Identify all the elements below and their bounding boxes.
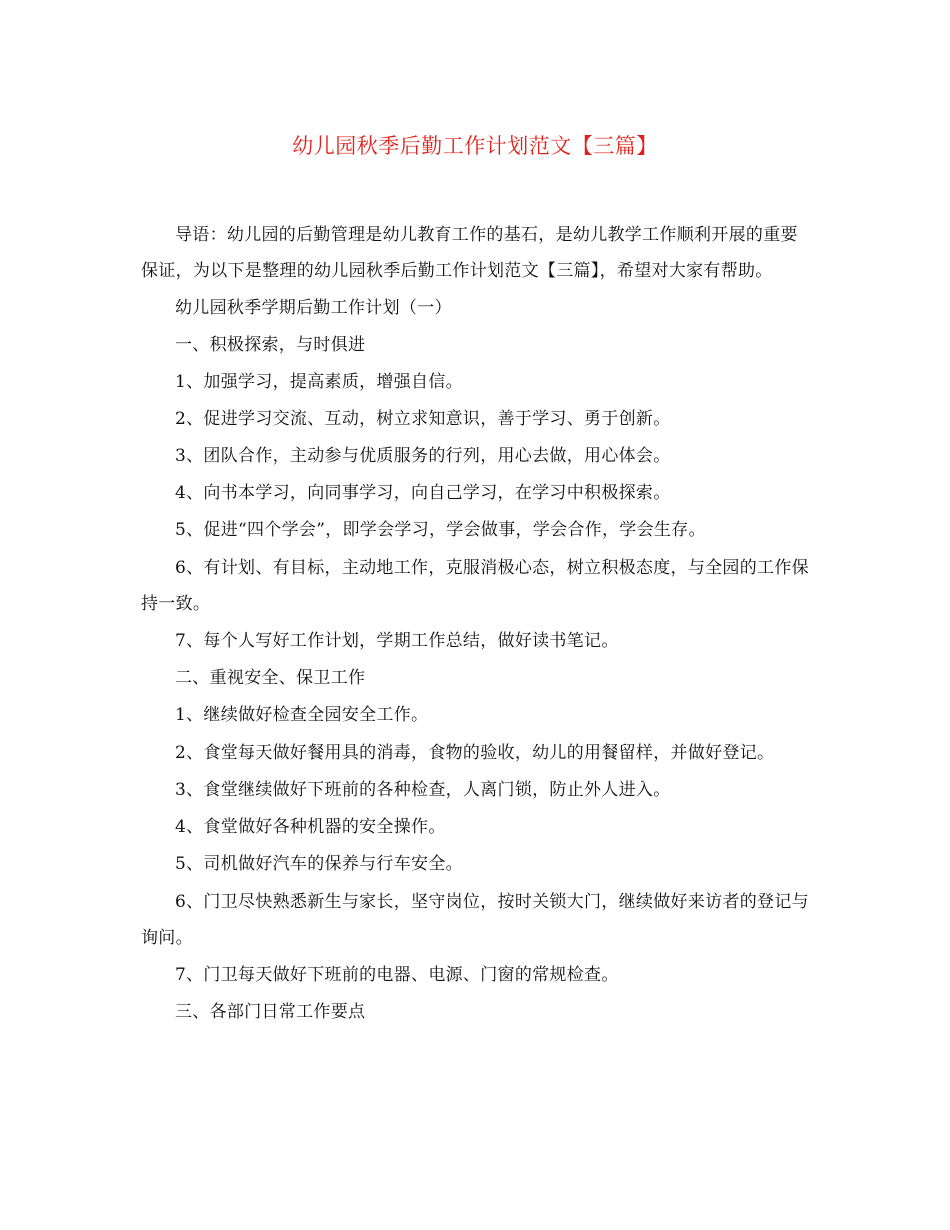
intro-paragraph	[141, 217, 809, 289]
list-item	[141, 815, 809, 840]
list-item	[141, 852, 809, 877]
section-heading-text: 幼儿园秋季学期后勤工作计划（一）	[175, 298, 452, 318]
section-heading-text: 一、积极探索，与时俱进	[175, 335, 366, 355]
list-item	[141, 444, 809, 469]
section-heading	[141, 296, 809, 321]
list-item	[141, 884, 809, 956]
list-item-text: 5、司机做好汽车的保养与行车安全。	[175, 854, 463, 874]
list-item	[141, 778, 809, 803]
list-item	[141, 518, 809, 543]
list-item-text: 7、门卫每天做好下班前的电器、电源、门窗的常规检查。	[175, 965, 619, 985]
list-item	[141, 370, 809, 395]
list-item	[141, 407, 809, 432]
list-item	[141, 629, 809, 654]
list-item-text: 3、食堂继续做好下班前的各种检查，人离门锁，防止外人进入。	[175, 780, 671, 800]
section-heading	[141, 1000, 809, 1025]
list-item-text: 2、促进学习交流、互动，树立求知意识，善于学习、勇于创新。	[175, 409, 671, 429]
list-item-text: 6、有计划、有目标，主动地工作，克服消极心态，树立积极态度，与全园的工作保持一致。	[141, 558, 809, 614]
list-item-text: 2、食堂每天做好餐用具的消毒，食物的验收，幼儿的用餐留样，并做好登记。	[175, 743, 775, 763]
section-heading-text: 二、重视安全、保卫工作	[175, 668, 366, 688]
list-item-text: 7、每个人写好工作计划，学期工作总结，做好读书笔记。	[175, 631, 619, 651]
list-item	[141, 481, 809, 506]
list-item	[141, 703, 809, 728]
list-item-text: 5、促进“四个学会”，即学会学习，学会做事，学会合作，学会生存。	[175, 520, 706, 540]
list-item-text: 3、团队合作，主动参与优质服务的行列，用心去做，用心体会。	[175, 446, 671, 466]
list-item	[141, 735, 809, 771]
list-item-text: 4、向书本学习，向同事学习，向自己学习，在学习中积极探索。	[175, 483, 671, 503]
list-item	[141, 550, 809, 622]
section-heading	[141, 666, 809, 691]
list-item	[141, 963, 809, 988]
intro-text: 导语：幼儿园的后勤管理是幼儿教育工作的基石，是幼儿教学工作顺利开展的重要保证，为以下是整理的幼儿园秋季后勤工作计划范文【三篇】，希望对大家有帮助。	[141, 225, 798, 281]
list-item-text: 4、食堂做好各种机器的安全操作。	[175, 817, 446, 837]
section-heading	[141, 333, 809, 358]
document-body	[141, 222, 809, 1037]
list-item-text: 1、继续做好检查全园安全工作。	[175, 705, 429, 725]
section-heading-text: 三、各部门日常工作要点	[175, 1002, 366, 1022]
list-item-text: 1、加强学习，提高素质，增强自信。	[175, 372, 463, 392]
list-item-text: 6、门卫尽快熟悉新生与家长，坚守岗位，按时关锁大门，继续做好来访者的登记与询问。	[141, 892, 809, 948]
document-title: 幼儿园秋季后勤工作计划范文【三篇】	[292, 134, 658, 158]
